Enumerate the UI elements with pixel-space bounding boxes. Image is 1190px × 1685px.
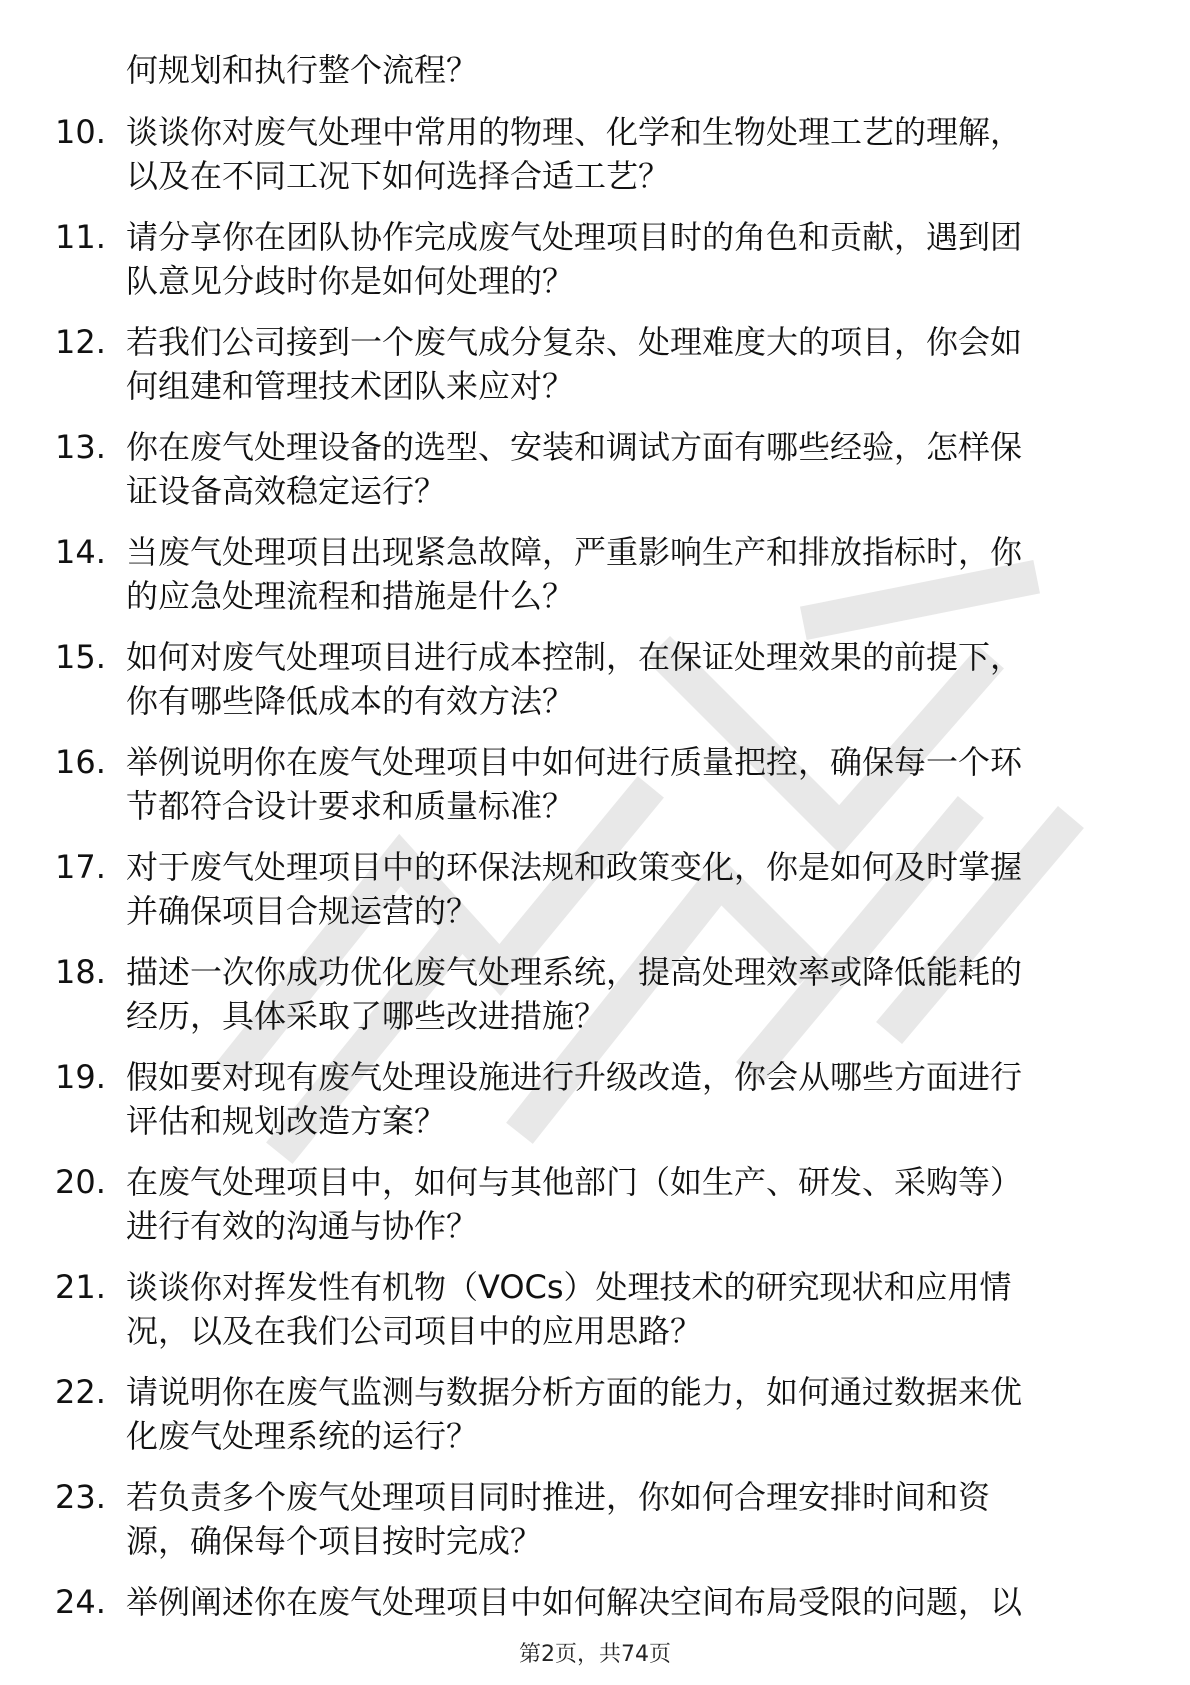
question-line: 节都符合设计要求和质量标准？ bbox=[126, 787, 575, 825]
question-text bbox=[126, 1265, 1116, 1353]
question-number: 18. bbox=[55, 953, 106, 991]
question-line: 谈谈你对挥发性有机物（VOCs）处理技术的研究现状和应用情 bbox=[126, 1268, 1012, 1306]
page-footer bbox=[0, 1640, 1190, 1670]
question-line: 并确保项目合规运营的？ bbox=[126, 892, 479, 930]
list-item bbox=[55, 1370, 1135, 1475]
question-text bbox=[126, 425, 1116, 513]
question-line: 队意见分歧时你是如何处理的？ bbox=[126, 262, 575, 300]
question-text bbox=[126, 530, 1116, 618]
list-item bbox=[55, 320, 1135, 425]
question-line: 如何对废气处理项目进行成本控制，在保证处理效果的前提下， bbox=[126, 638, 1023, 676]
question-number: 15. bbox=[55, 638, 106, 676]
question-number: 10. bbox=[55, 113, 106, 151]
page-number-label: 第2页，共74页 bbox=[519, 1642, 671, 1667]
question-line: 源，确保每个项目按时完成？ bbox=[126, 1522, 543, 1560]
question-number: 19. bbox=[55, 1058, 106, 1096]
question-text bbox=[126, 740, 1116, 828]
question-line: 举例阐述你在废气处理项目中如何解决空间布局受限的问题，以 bbox=[126, 1583, 1023, 1621]
question-text bbox=[126, 1580, 1116, 1624]
question-number: 21. bbox=[55, 1268, 106, 1306]
question-text bbox=[126, 320, 1116, 408]
question-line: 请分享你在团队协作完成废气处理项目时的角色和贡献，遇到团 bbox=[126, 218, 1023, 256]
question-text bbox=[126, 215, 1116, 303]
question-line: 描述一次你成功优化废气处理系统，提高处理效率或降低能耗的 bbox=[126, 953, 1023, 991]
list-item bbox=[55, 950, 1135, 1055]
question-line: 你在废气处理设备的选型、安装和调试方面有哪些经验，怎样保 bbox=[126, 428, 1023, 466]
question-list bbox=[55, 110, 1135, 1685]
question-text bbox=[126, 1055, 1116, 1143]
question-line: 以及在不同工况下如何选择合适工艺？ bbox=[126, 157, 671, 195]
question-text bbox=[126, 110, 1116, 198]
question-number: 23. bbox=[55, 1478, 106, 1516]
question-line: 评估和规划改造方案？ bbox=[126, 1102, 447, 1140]
list-item bbox=[55, 635, 1135, 740]
question-line: 请说明你在废气监测与数据分析方面的能力，如何通过数据来优 bbox=[126, 1373, 1023, 1411]
list-item bbox=[55, 1265, 1135, 1370]
list-item bbox=[55, 740, 1135, 845]
question-number: 16. bbox=[55, 743, 106, 781]
question-text bbox=[126, 635, 1116, 723]
question-line: 谈谈你对废气处理中常用的物理、化学和生物处理工艺的理解， bbox=[126, 113, 1023, 151]
question-line: 在废气处理项目中，如何与其他部门（如生产、研发、采购等） bbox=[126, 1163, 1023, 1201]
question-number: 17. bbox=[55, 848, 106, 886]
question-number: 22. bbox=[55, 1373, 106, 1411]
list-item bbox=[55, 1160, 1135, 1265]
question-line: 当废气处理项目出现紧急故障，严重影响生产和排放指标时，你 bbox=[126, 533, 1023, 571]
question-text bbox=[126, 1475, 1116, 1563]
question-number: 24. bbox=[55, 1583, 106, 1621]
question-line: 证设备高效稳定运行？ bbox=[126, 472, 447, 510]
question-text bbox=[126, 1370, 1116, 1458]
list-item bbox=[55, 845, 1135, 950]
question-line: 化废气处理系统的运行？ bbox=[126, 1417, 479, 1455]
question-text bbox=[126, 845, 1116, 933]
question-number: 13. bbox=[55, 428, 106, 466]
question-line: 你有哪些降低成本的有效方法？ bbox=[126, 682, 575, 720]
question-line: 若我们公司接到一个废气成分复杂、处理难度大的项目，你会如 bbox=[126, 323, 1023, 361]
question-line: 举例说明你在废气处理项目中如何进行质量把控，确保每一个环 bbox=[126, 743, 1023, 781]
list-item bbox=[55, 425, 1135, 530]
question-text bbox=[126, 1160, 1116, 1248]
question-line: 若负责多个废气处理项目同时推进，你如何合理安排时间和资 bbox=[126, 1478, 991, 1516]
question-number: 14. bbox=[55, 533, 106, 571]
list-item bbox=[55, 215, 1135, 320]
question-text bbox=[126, 950, 1116, 1038]
question-line: 对于废气处理项目中的环保法规和政策变化，你是如何及时掌握 bbox=[126, 848, 1023, 886]
list-item bbox=[55, 530, 1135, 635]
question-line: 况，以及在我们公司项目中的应用思路？ bbox=[126, 1312, 703, 1350]
question-number: 20. bbox=[55, 1163, 106, 1201]
question-line: 经历，具体采取了哪些改进措施？ bbox=[126, 997, 607, 1035]
list-item bbox=[55, 110, 1135, 215]
question-line: 的应急处理流程和措施是什么？ bbox=[126, 577, 575, 615]
question-line: 进行有效的沟通与协作？ bbox=[126, 1207, 479, 1245]
question-number: 12. bbox=[55, 323, 106, 361]
question-line: 何组建和管理技术团队来应对？ bbox=[126, 367, 575, 405]
question-number: 11. bbox=[55, 218, 106, 256]
continuation-text: 何规划和执行整个流程？ bbox=[126, 51, 479, 89]
list-item bbox=[55, 1475, 1135, 1580]
question-line: 假如要对现有废气处理设施进行升级改造，你会从哪些方面进行 bbox=[126, 1058, 1023, 1096]
list-item bbox=[55, 1055, 1135, 1160]
